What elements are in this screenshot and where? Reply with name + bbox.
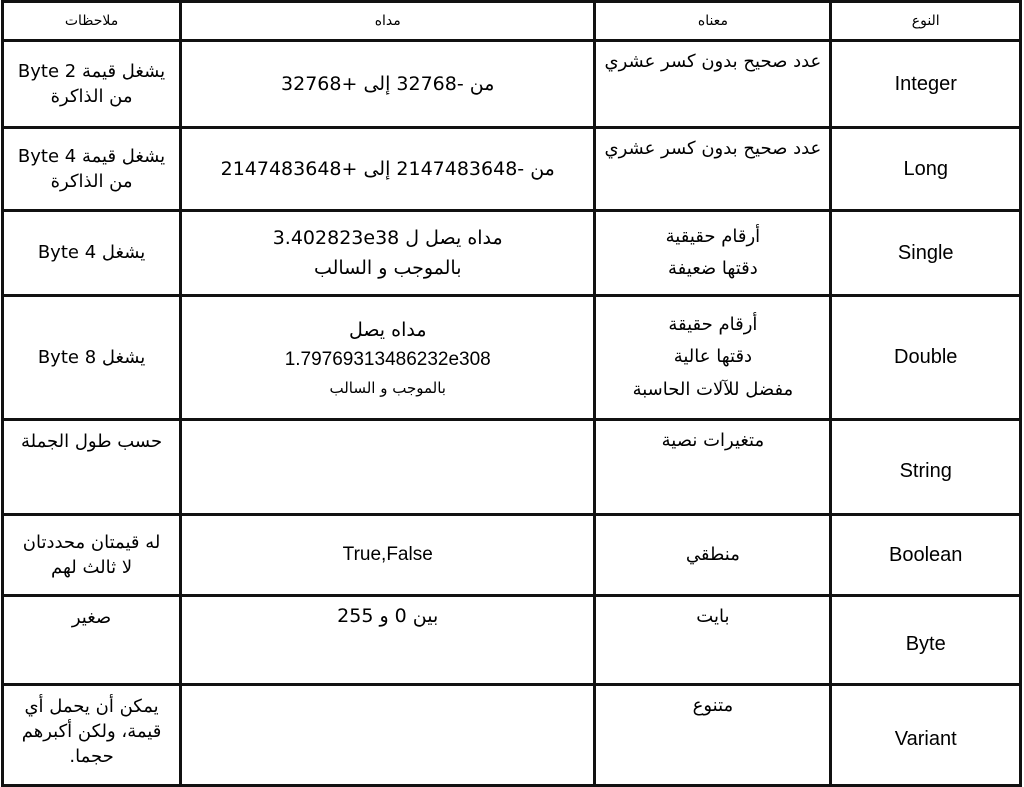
header-range: مداه: [181, 2, 595, 41]
range-text: بين 0 و 255: [337, 605, 439, 627]
table-row: [3, 296, 1021, 420]
meaning-line: دقتها ضعيفة: [668, 258, 758, 279]
range-cell: [181, 296, 595, 420]
notes-cell: [3, 128, 181, 211]
type-cell: [831, 41, 1021, 128]
meaning-cell: [595, 41, 831, 128]
type-name: Boolean: [889, 543, 963, 566]
data-types-table: [1, 0, 1022, 787]
type-cell: [831, 515, 1021, 596]
meaning-line: أرقام حقيقة: [668, 314, 758, 336]
meaning-cell: [595, 420, 831, 515]
type-name: Single: [897, 241, 954, 264]
type-cell: [831, 685, 1021, 786]
range-line: 1.79769313486232e308: [284, 348, 491, 370]
notes-text: يشغل 4 Byte: [37, 242, 146, 264]
header-notes: ملاحظات: [3, 2, 181, 41]
table-row: [3, 211, 1021, 296]
type-cell: [831, 420, 1021, 515]
meaning-cell: [595, 515, 831, 596]
meaning-cell: [595, 128, 831, 211]
type-cell: [831, 596, 1021, 685]
range-text: من -32768 إلى +32768: [281, 73, 495, 95]
notes-text: صغير: [71, 607, 112, 628]
type-cell: [831, 296, 1021, 420]
meaning-cell: [595, 211, 831, 296]
meaning-cell: [595, 685, 831, 786]
type-cell: [831, 211, 1021, 296]
notes-text: يشغل قيمة 2 Byte من الذاكرة: [17, 60, 166, 107]
table-row: [3, 128, 1021, 211]
range-cell: [181, 596, 595, 685]
range-line: مداه يصل ل 3.402823e38: [272, 227, 503, 249]
meaning-text: متغيرات نصية: [661, 430, 765, 451]
table-row: [3, 515, 1021, 596]
type-name: Double: [894, 346, 958, 368]
table-row: [3, 596, 1021, 685]
range-line: مداه يصل: [348, 318, 427, 341]
notes-cell: [3, 515, 181, 596]
range-cell: [181, 515, 595, 596]
meaning-text: عدد صحيح بدون كسر عشري: [604, 51, 822, 72]
range-cell: [181, 685, 595, 786]
table-row: [3, 685, 1021, 786]
meaning-line: مفضل للآلات الحاسبة: [632, 378, 794, 400]
notes-cell: [3, 296, 181, 420]
range-text: من -2147483648 إلى +2147483648: [220, 158, 555, 180]
notes-text: يشغل 8 Byte: [37, 346, 146, 368]
notes-line: له قيمتان محددتان: [22, 531, 161, 553]
type-name: String: [899, 459, 952, 482]
notes-cell: [3, 685, 181, 786]
meaning-text: متنوع: [692, 695, 734, 716]
notes-text: حسب طول الجملة: [20, 431, 163, 452]
header-type: النوع: [831, 2, 1021, 41]
type-cell: [831, 128, 1021, 211]
meaning-text: بايت: [696, 606, 730, 627]
range-text: True,False: [342, 544, 433, 565]
range-cell: [181, 41, 595, 128]
notes-cell: [3, 211, 181, 296]
type-name: Variant: [894, 727, 957, 750]
notes-text: يمكن أن يحمل أي قيمة، ولكن أكبرهم حجما.: [21, 696, 162, 768]
meaning-line: دقتها عالية: [673, 346, 753, 368]
header-meaning: معناه: [595, 2, 831, 41]
type-name: Integer: [894, 72, 957, 95]
notes-text: يشغل قيمة 4 Byte من الذاكرة: [17, 145, 166, 192]
notes-cell: [3, 420, 181, 515]
notes-cell: [3, 41, 181, 128]
notes-cell: [3, 596, 181, 685]
meaning-text: عدد صحيح بدون كسر عشري: [604, 138, 822, 159]
header-row: [3, 2, 1021, 41]
meaning-text: منطقي: [685, 543, 740, 565]
notes-line: لا ثالث لهم: [50, 557, 133, 578]
table-row: [3, 41, 1021, 128]
table-row: [3, 420, 1021, 515]
range-line: بالموجب و السالب: [313, 257, 462, 279]
type-name: Byte: [905, 632, 946, 655]
meaning-cell: [595, 596, 831, 685]
range-cell: [181, 128, 595, 211]
range-cell: [181, 211, 595, 296]
meaning-line: أرقام حقيقية: [665, 225, 761, 247]
range-line: بالموجب و السالب: [329, 378, 446, 397]
type-name: Long: [903, 157, 948, 180]
range-cell: [181, 420, 595, 515]
meaning-cell: [595, 296, 831, 420]
